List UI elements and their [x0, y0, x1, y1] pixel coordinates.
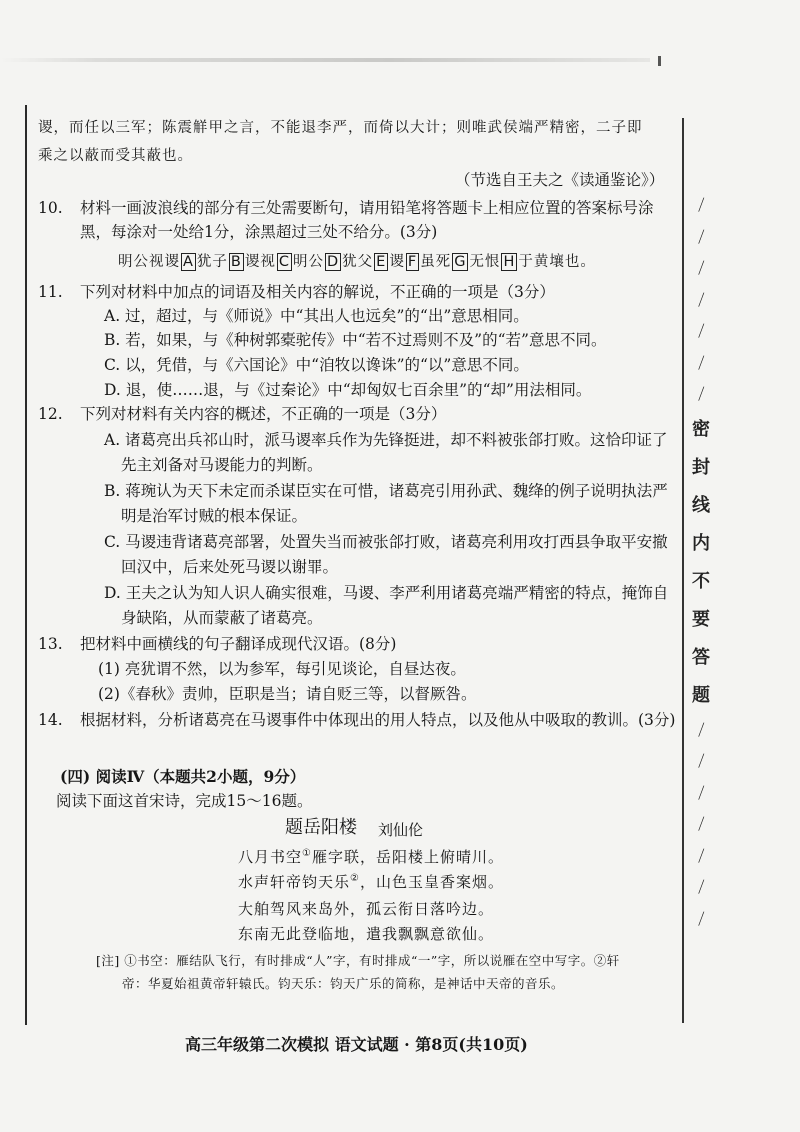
poem-text: 雁字联，岳阳楼上俯晴川。: [311, 848, 504, 866]
seal-char: 密: [692, 418, 710, 440]
q13-sentence-1: (1) 亮犹谓不然，以为参军，每引见谈论，自昼达夜。: [98, 660, 466, 678]
footnote-marker: ②: [350, 873, 360, 884]
seal-char: 封: [692, 456, 710, 478]
poem-text: 水声轩帝钧天乐: [238, 873, 351, 891]
seal-slash: /: [697, 877, 705, 897]
poem-author: 刘仙伦: [378, 821, 424, 839]
poem-text: ，山色玉皇香案烟。: [359, 873, 504, 891]
seal-slash: /: [697, 719, 705, 740]
q12-option-b-line-2: 明是治军讨贼的根本保证。: [121, 507, 308, 525]
q12-option-d-line-2: 身缺陷，从而蒙蔽了诸葛亮。: [121, 609, 323, 627]
seal-slash: /: [697, 258, 705, 278]
q12-option-b-line-1: B. 蒋琬认为天下未定而杀谋臣实在可惜，诸葛亮引用孙武、魏绛的例子说明执法严: [104, 482, 668, 500]
q11-option-c: C. 以，凭借，与《六国论》中“洎牧以谗诛”的“以”意思不同。: [104, 356, 529, 374]
q12-option-a-line-1: A. 诸葛亮出兵祁山时，派马谡率兵作为先锋挺进，却不料被张郃打败。这恰印证了: [104, 431, 668, 449]
q10-seg: 谡: [389, 254, 405, 270]
q10-seg: 无恨: [469, 254, 501, 270]
q10-stem-line-1: 材料一画波浪线的部分有三处需要断句，请用铅笔将答题卡上相应位置的答案标号涂: [80, 199, 654, 217]
q10-seg: 虽死: [420, 254, 452, 270]
q13-sentence-2: (2)《春秋》责帅，臣职是当；请自贬三等，以督厥咎。: [98, 685, 477, 703]
seal-slash: /: [697, 352, 705, 373]
poem-line-3: 大舶驾风来岛外，孤云衔日落吟边。: [238, 900, 495, 918]
seal-slash: /: [697, 782, 705, 803]
seal-char: 答: [692, 646, 710, 668]
q10-number: 10.: [38, 199, 63, 217]
seal-slash: /: [697, 321, 705, 341]
q14-stem: 根据材料，分析诸葛亮在马谡事件中体现出的用人特点，以及他从中吸取的教训。(3分): [80, 711, 676, 729]
seal-slash: /: [697, 845, 705, 866]
q12-option-c-line-2: 回汉中，后来处死马谡以谢罪。: [121, 558, 339, 576]
section-instruction: 阅读下面这首宋诗，完成15～16题。: [56, 792, 313, 810]
scan-shadow: [0, 58, 650, 62]
q12-option-a-line-2: 先主刘备对马谡能力的判断。: [121, 456, 323, 474]
passage-line-1: 谡，而任以三军；陈震觧甲之言，不能退李严，而倚以大计；则唯武侯端严精密，二子即: [38, 120, 643, 136]
q11-option-b: B. 若，如果，与《种树郭橐驼传》中“若不过焉则不及”的“若”意思不同。: [104, 331, 607, 349]
binding-line: [682, 118, 684, 1023]
q11-option-d: D. 退，使……退，与《过秦论》中“却匈奴七百余里”的“却”用法相同。: [104, 381, 592, 399]
poem-title: 题岳阳楼: [285, 817, 357, 838]
note-line-2: 帝：华夏始祖黄帝轩辕氏。钧天乐：钧天广乐的简称，是神话中天帝的音乐。: [122, 976, 565, 991]
q10-seg: 犹父: [342, 254, 374, 270]
note-line-1: [注] ①书空：雁结队飞行，有时排成“人”字，有时排成“一”字，所以说雁在空中写字。②轩: [96, 953, 620, 968]
corner-mark: [658, 56, 661, 66]
seal-char: 不: [692, 570, 710, 592]
seal-slash: /: [697, 751, 705, 771]
seal-slash: /: [697, 195, 705, 215]
q11-stem: 下列对材料中加点的词语及相关内容的解说，不正确的一项是（3分）: [80, 283, 555, 301]
seal-char: 题: [692, 684, 710, 706]
poem-line-1: [238, 847, 504, 867]
answer-box-e[interactable]: E: [376, 254, 387, 270]
q10-seg: 谡视: [244, 254, 276, 270]
q11-option-a: A. 过，超过，与《师说》中“其出人也远矣”的“出”意思相同。: [104, 307, 529, 325]
section-heading: (四) 阅读Ⅳ（本题共2小题，9分）: [60, 767, 306, 786]
q12-option-c-line-1: C. 马谡违背诸葛亮部署，处置失当而被张郃打败，诸葛亮利用攻打西县争取平安撤: [104, 533, 668, 551]
seal-slash: /: [697, 908, 705, 929]
q14-number: 14.: [38, 711, 63, 729]
answer-box-f[interactable]: F: [407, 254, 418, 270]
poem-text: 八月书空: [238, 848, 303, 866]
q12-stem: 下列对材料有关内容的概述，不正确的一项是（3分）: [80, 405, 447, 423]
answer-box-g[interactable]: G: [454, 254, 467, 270]
answer-box-c[interactable]: C: [278, 254, 290, 270]
answer-box-b[interactable]: B: [230, 254, 242, 270]
seal-slash: /: [697, 289, 705, 310]
poem-line-2: [238, 872, 504, 892]
seal-column: [686, 190, 716, 935]
seal-slash: /: [697, 226, 705, 247]
q10-seg: 犹子: [196, 254, 228, 270]
seal-char: 线: [692, 494, 710, 516]
passage-line-2: 乘之以蔽而受其蔽也。: [38, 148, 193, 164]
footnote-marker: ①: [302, 848, 312, 859]
page-footer: 高三年级第二次模拟 语文试题 · 第8页(共10页): [185, 1035, 528, 1054]
answer-box-d[interactable]: D: [327, 254, 340, 270]
q10-seg: 明公视谡: [118, 254, 180, 270]
q13-number: 13.: [38, 635, 63, 653]
q10-sentence: [118, 252, 596, 272]
q12-option-d-line-1: D. 王夫之认为知人识人确实很难，马谡、李严利用诸葛亮端严精密的特点，掩饰自: [104, 584, 669, 602]
q10-seg: 明公: [293, 254, 324, 270]
q12-number: 12.: [38, 405, 63, 423]
q11-number: 11.: [38, 283, 63, 301]
q10-seg: 于黄壤也。: [518, 254, 596, 270]
seal-char: 要: [692, 608, 710, 630]
answer-box-h[interactable]: H: [503, 254, 516, 270]
seal-char: 内: [692, 532, 710, 554]
q13-stem: 把材料中画横线的句子翻译成现代汉语。(8分): [80, 635, 397, 653]
seal-slash: /: [697, 814, 705, 834]
poem-line-4: 东南无此登临地，遣我飘飘意欲仙。: [238, 925, 495, 943]
passage-source: （节选自王夫之《读通鉴论》）: [455, 171, 665, 189]
q10-stem-line-2: 黑，每涂对一处给1分，涂黑超过三处不给分。(3分): [80, 223, 438, 241]
answer-box-a[interactable]: A: [183, 254, 194, 270]
seal-slash: /: [697, 384, 705, 404]
